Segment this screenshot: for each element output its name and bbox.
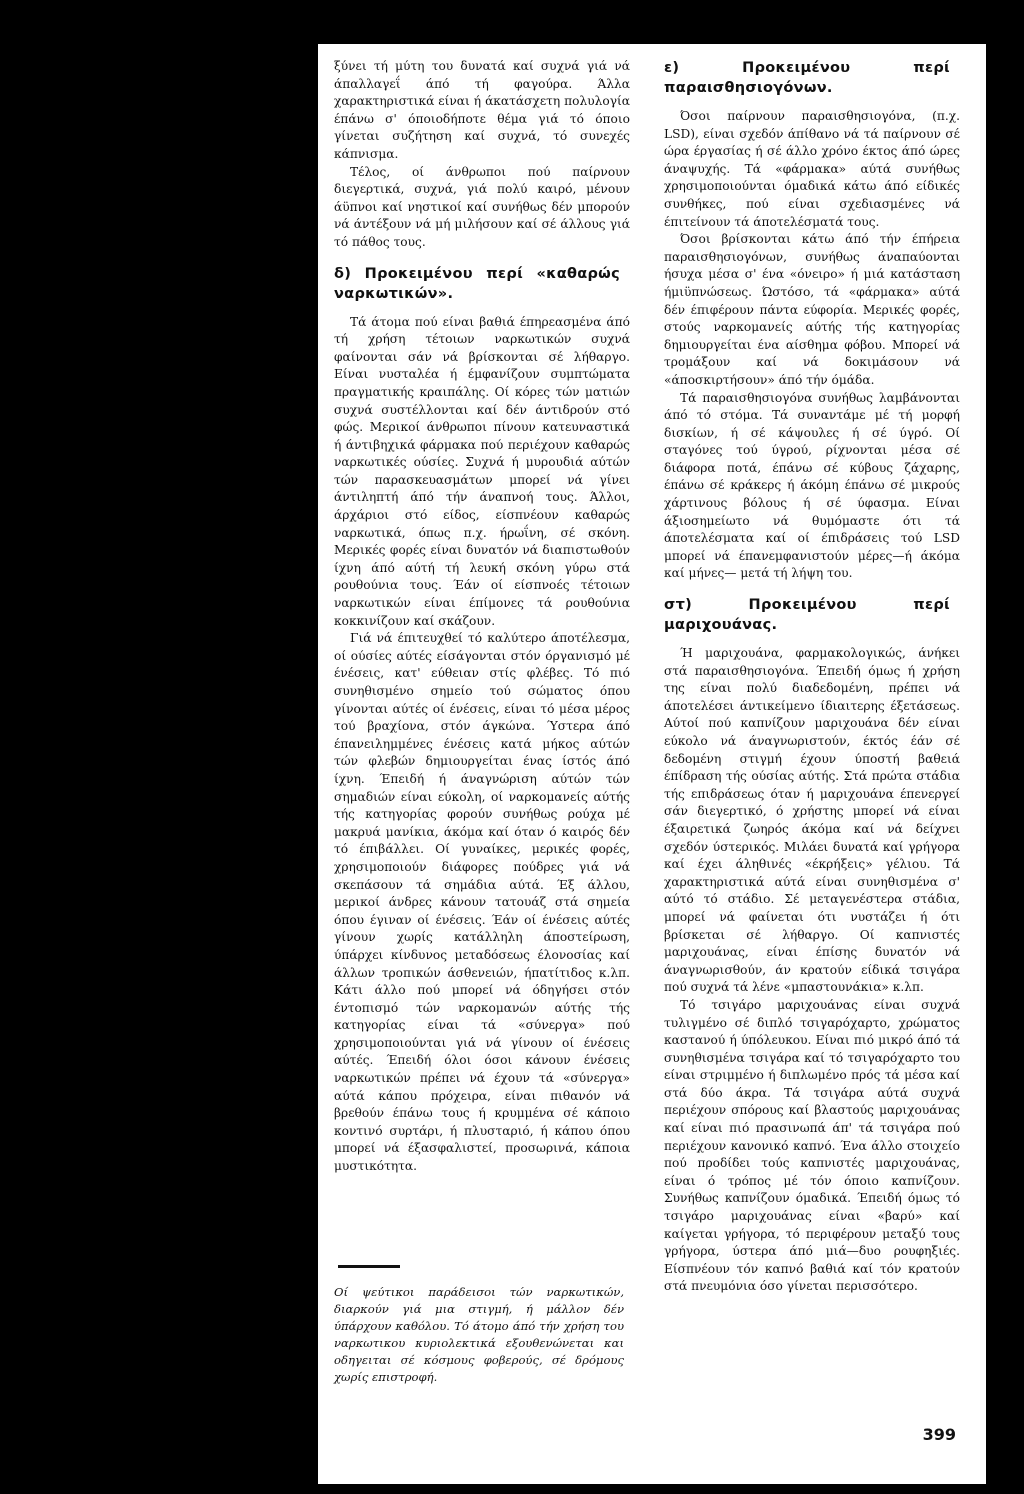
right-column <box>664 58 960 1296</box>
image-caption: Οί ψεύτικοι παράδεισοι τών ναρκωτικών, διαρκούν γιά μια στιγμή, ή μάλλον δέν ύπάρχουν καθόλου. Τό άτομο άπό τήν χρήση του ναρκωτικου κυριολεκτικά εξουθενώνεται και οδηγειται σέ κόσμους φοβερούς, σέ δρόμους χωρίς επιστροφή. <box>334 1285 624 1384</box>
section-st-heading: στ) Προκειμένου περί μαριχουάνας. <box>664 597 950 634</box>
left-column <box>334 58 630 1176</box>
caption-divider <box>338 1265 400 1268</box>
page-number: 399 <box>922 1425 956 1444</box>
section-d-heading: δ) Προκειμένου περί «καθαρώς ναρκωτικών». <box>334 265 620 302</box>
section-st-paragraph-2: Τό τσιγάρο μαριχουάνας είναι συχνά τυλιγμένο σέ διπλό τσιγαρόχαρτο, χρώματος καστανού ή ύπόλευκου. Είναι πιό μικρό άπό τά συνηθισμένα τσιγάρα καί τό τσιγαρόχαρτο του είναι στριμμένο ή διπλωμένο πρός τά μέσα καί στά δύο άκρα. Τά τσιγάρα αύτά συχνά περιέχουν σπόρους καί βλαστούς μαριχουάνας καί είναι πιό πρασινωπά άπ' τά τσιγάρα πού περιέχουν κανονικό καπνό. Ένα άλλο στοιχείο πού προδίδει τούς καπνιστές μαριχουάνας, είναι ό τρόπος μέ τόν όποιο καπνίζουν. Συνήθως καπνίζουν όμαδικά. Έπειδή όμως τό τσιγάρο μαριχουάνας είναι «βαρύ» καί καίγεται γρήγορα, τό περιφέρουν μεταξύ τους γρήγορα, ύστερα άπό μιά—δυο ρουφηξιές. Είσπνέουν τόν καπνό βαθιά καί τόν κρατούν στά πνευμόνια όσο γίνεται περισσότερο. <box>664 997 960 1294</box>
section-d-paragraph-2: Γιά νά έπιτευχθεί τό καλύτερο άποτέλεσμα, οί ούσίες αύτές είσάγονται στόν όργανισμό μέ ένέσεις, κατ' εύθειαν στίς φλέβες. Τό πιό συνηθισμένο σημείο τού σώματος όπου γίνονται αύτές οί ένέσεις, είναι τό μέσα μέρος τού βραχίονα, στόν άγκώνα. Ύστερα άπό έπανειλημμένες ένέσεις κατά μήκος αύτών τών φλεβών δημιουργείται ένας ίστός άπό ίχνη. Έπειδή ή άναγνώριση αύτών τών σημαδιών είναι εύκολη, οί ναρκομανείς αύτής τής κατηγορίας φορούν συνήθως ρούχα μέ μακρυά μανίκια, άκόμα καί όταν ό καιρός δέν τό έπιβάλλει. Οί γυναίκες, μερικές φορές, χρησιμοποιούν διάφορες πούδρες γιά νά σκεπάσουν τά σημάδια αύτά. Έξ άλλου, μερικοί άνδρες κάνουν τατουάζ στά σημεία όπου έγιναν οί ένέσεις. Έάν οί ένέσεις αύτές γίνουν χωρίς κατάλληλη άποστείρωση, ύπάρχει κίνδυνος μεταδόσεως έλονοσίας καί άλλων τροπικών άσθενειών, ήπατίτιδος κ.λπ. Κάτι άλλο πού μπορεί νά όδηγήσει στόν έντοπισμό τών ναρκομανών αύτής τής κατηγορίας είναι τά «σύνεργα» πού χρησιμοποιούνται γιά νά γίνουν οί ένέσεις αύτές. Έπειδή όλοι όσοι κάνουν ένέσεις ναρκωτικών πρέπει νά έχουν τά «σύνεργα» αύτά κάπου πρόχειρα, είναι πιθανόν νά βρεθούν έπάνω τους ή κρυμμένα σέ κάποιο κοντινό συρτάρι, ή πλυσταριό, ή κάπου όπου μπορεί νά έξασφαλιστεί, προσωρινά, κάποια μυστικότητα. <box>334 631 630 1174</box>
book-page <box>318 44 986 1484</box>
section-e-paragraph-3: Τά παραισθησιογόνα συνήθως λαμβάνονται άπό τό στόμα. Τά συναντάμε μέ τή μορφή δισκίων, ή σέ κάψουλες ή σέ ύγρό. Οί σταγόνες τού ύγρού, ρίχνονται μέσα σέ διάφορα ποτά, έπάνω σέ κύβους ζάχαρης, έπάνω σέ κράκερς ή άκόμη έπάνω σέ μικρούς χάρτινους βόλους ή σέ ύφασμα. Είναι άξιοσημείωτο νά θυμόμαστε ότι τά άποτελέσματα καί οί έπιδράσεις τού LSD μπορεί νά έπανεμφανιστούν μέρες—ή άκόμα καί μήνες— μετά τή λήψη του. <box>664 390 960 581</box>
section-e-paragraph-2: Όσοι βρίσκονται κάτω άπό τήν έπήρεια παραισθησιογόνων, συνήθως άναπαύονται ήσυχα μέσα σ' ένα «όνειρο» ή μιά κατάσταση ήμιϋπνώσεως. Ώστόσο, τά «φάρμακα» αύτά δέν έπιφέρουν πάντα εύφορία. Μερικές φορές, στούς ναρκομανείς αύτής τής κατηγορίας δημιουργείται ένα αίσθημα φόβου. Μπορεί νά τρομάξουν καί νά δοκιμάσουν νά «άποσκιρτήσουν» άπό τήν όμάδα. <box>664 232 960 387</box>
section-e-paragraph-1: Όσοι παίρνουν παραισθησιογόνα, (π.χ. LSD), είναι σχεδόν άπίθανο νά τά παίρνουν σέ ώρα έργασίας ή σέ άλλο χρόνο έκτος άπό ώρες άναψυχής. Τά «φάρμακα» αύτά συνήθως χρησιμοποιούνται όμαδικά κάτω άπό είδικές συνθήκες, πού είναι σχεδιασμένες νά έπιτείνουν τά άποτελέσματά τους. <box>664 109 960 229</box>
section-e-heading: ε) Προκειμένου περί παραισθησιογόνων. <box>664 60 950 96</box>
intro-paragraph-2: Τέλος, οί άνθρωποι πού παίρνουν διεγερτικά, συχνά, γιά πολύ καιρό, μένουν άϋπνοι καί νηστικοί καί συνήθως δέν μπορούν νά άντέξουν νά μή μιλήσουν καί σέ άλλους γιά τό πάθος τους. <box>334 164 630 249</box>
section-d-paragraph-1: Τά άτομα πού είναι βαθιά έπηρεασμένα άπό τή χρήση τέτοιων ναρκωτικών συχνά φαίνονται σάν νά βρίσκονται σέ λήθαργο. Είναι νυσταλέα ή έμφανίζουν συμπτώματα πραγματικής κραιπάλης. Οί κόρες τών ματιών συχνά συστέλλονται καί δέν άντιδρούν στό φώς. Μερικοί άνθρωποι πίνουν κατευναστικά ή άντιβηχικά φάρμακα πού περιέχουν καθαρώς ναρκωτικές ούσίες. Συχνά ή μυρουδιά αύτών τών παρασκευασμάτων μπορεί νά γίνει άντιληπτή άπό τήν άναπνοή τους. Άλλοι, άρχάριοι στό είδος, είσπνέουν καθαρώς ναρκωτικά, όπως π.χ. ήρωΐνη, σέ σκόνη. Μερικές φορές είναι δυνατόν νά διαπιστωθούν ίχνη άπό αύτή τή λευκή σκόνη γύρω στά ρουθούνια τους. Έάν οί είσπνοές τέτοιων ναρκωτικών είναι έπίμονες τά ρουθούνια κοκκινίζουν καί σκάζουν. <box>334 314 630 628</box>
intro-paragraph-1: ξύνει τή μύτη του δυνατά καί συχνά γιά νά άπαλλαγεΐ άπό τή φαγούρα. Άλλα χαρακτηριστικά είναι ή άκατάσχετη πολυλογία έπάνω σ' όποιοδήποτε θέμα γιά τό όποιο γίνεται συζήτηση καί συχνά, τό συνεχές κάπνισμα. <box>334 59 630 161</box>
section-st-paragraph-1: Ή μαριχουάνα, φαρμακολογικώς, άνήκει στά παραισθησιογόνα. Έπειδή όμως ή χρήση της είναι πολύ διαδεδομένη, πρέπει νά άποτελέσει άντικείμενο ίδιαιτερης έξετάσεως. Αύτοί πού καπνίζουν μαριχουάνα δέν είναι εύκολο νά άναγνωριστούν, έκτός έάν σέ δεδομένη στιγμή έχουν ύποστή βαθειά έπίδραση τής ούσίας αύτής. Στά πρώτα στάδια τής επιδράσεως όταν ή μαριχουάνα έπενεργεί σάν διεγερτικό, ό χρήστης μπορεί νά είναι έξαιρετικά ζωηρός άκόμα καί νά δείχνει σχεδόν ύστερικός. Μιλάει δυνατά καί γρήγορα καί έχει άληθινές «έκρήξεις» γέλιου. Τά χαρακτηριστικά αύτά είναι συνηθισμένα σ' αύτό τό στάδιο. Σέ μεταγενέστερα στάδια, μπορεί νά φαίνεται ότι νυστάζει ή ότι βρίσκεται σέ λήθαργο. Οί καπνιστές μαριχουάνας, είναι έπίσης δυνατόν νά άναγνωρισθούν, άν κρατούν είδικά τσιγάρα πού συχνά τά λένε «μπαστουνάκια» κ.λπ. <box>664 646 960 995</box>
